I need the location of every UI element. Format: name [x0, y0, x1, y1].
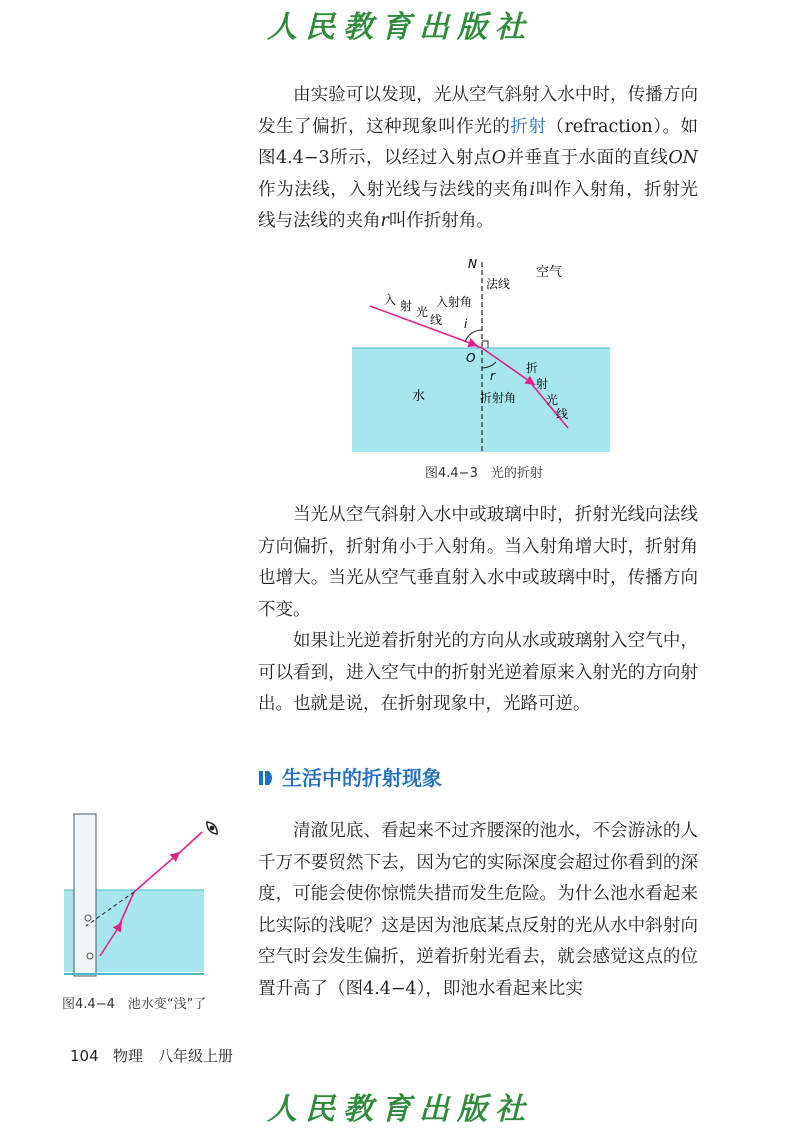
paragraph-refraction-definition: [258, 80, 698, 238]
ray-in-air-tail: [176, 832, 202, 856]
label-N: N: [468, 257, 477, 271]
label-incident-ray-1: 入: [384, 293, 397, 307]
text: 叫作入射角，折射光线与法线的夹角: [258, 179, 699, 231]
label-refracted-ray-2: 射: [536, 377, 549, 391]
pool-wall: [74, 814, 96, 976]
right-angle-mark: [482, 341, 488, 348]
label-incident-angle: 入射角: [436, 295, 473, 309]
section-marker-icon: [258, 769, 276, 787]
text: 叫作折射角。: [388, 211, 494, 231]
page-footer: [70, 1045, 233, 1066]
label-O: O: [466, 351, 476, 365]
label-refracted-ray-4: 线: [556, 407, 569, 421]
shallow-pool-diagram: [60, 808, 250, 988]
label-incident-ray-4: 线: [430, 313, 443, 327]
label-incident-ray-3: 光: [416, 305, 429, 319]
incident-angle-arc: [465, 330, 482, 342]
symbol-ON: ON: [668, 148, 698, 168]
figure-caption-4-4-3: 图4.4−3 光的折射: [425, 466, 543, 481]
section-title: 生活中的折射现象: [282, 766, 442, 790]
label-refraction-angle: 折射角: [480, 391, 517, 405]
label-r: r: [490, 369, 495, 383]
text: 作为法线，入射光线与法线的夹角: [258, 179, 530, 200]
publisher-logo-top: 人民教育出版社: [267, 10, 533, 45]
publisher-logo-bottom: 人民教育出版社: [267, 1092, 533, 1127]
section-heading: [258, 762, 442, 791]
refraction-diagram: [340, 250, 630, 490]
eye-icon: [204, 820, 220, 837]
paragraph-shallow-pool: 清澈见底、看起来不过齐腰深的池水，不会游泳的人千万不要贸然下去，因为它的实际深度会超过你看到的深度，可能会使你惊慌失措而发生危险。为什么池水看起来比实际的浅呢？这是因为池底某点反射的光从水中斜射向空气时会发生偏折，逆着折射光看去，就会感觉这点的位置升高了（图4.4−4），即池水看起来比实: [258, 821, 698, 999]
paragraph-reversible-path: 如果让光逆着折射光的方向从水或玻璃射入空气中，可以看到，进入空气中的折射光逆着原来入射光的方向射出。也就是说，在折射现象中，光路可逆。: [258, 631, 698, 714]
label-refracted-ray-1: 折: [526, 361, 539, 375]
symbol-O: O: [491, 148, 507, 168]
symbol-i: i: [529, 179, 536, 200]
label-normal: 法线: [486, 277, 511, 291]
text: （refraction）。如图4.4−3所示，以经过入射点: [258, 116, 699, 168]
paragraph-refraction-rules: 当光从空气斜射入水中或玻璃中时，折射光线向法线方向偏折，折射角小于入射角。当入射角增大时，折射角也增大。当光从空气垂直射入水中或玻璃中时，传播方向不变。: [258, 505, 698, 620]
text: 并垂直于水面的直线: [506, 148, 669, 168]
label-refracted-ray-3: 光: [546, 393, 559, 407]
ray-in-air: [134, 852, 180, 892]
label-air: 空气: [536, 265, 563, 280]
page-number: 104: [70, 1047, 99, 1065]
book-title: 物理 八年级上册: [112, 1047, 233, 1065]
label-i: i: [464, 317, 468, 331]
figure-caption-4-4-4: 图4.4−4 池水变“浅”了: [62, 997, 207, 1012]
term-refraction: 折射: [510, 116, 547, 137]
text: 由实验可以发现，光从空气斜射入水中时，传播方向发生了偏折，这种现象叫作光的: [258, 85, 698, 137]
label-water: 水: [412, 389, 426, 404]
label-incident-ray-2: 射: [400, 299, 413, 313]
symbol-r: r: [380, 211, 389, 231]
